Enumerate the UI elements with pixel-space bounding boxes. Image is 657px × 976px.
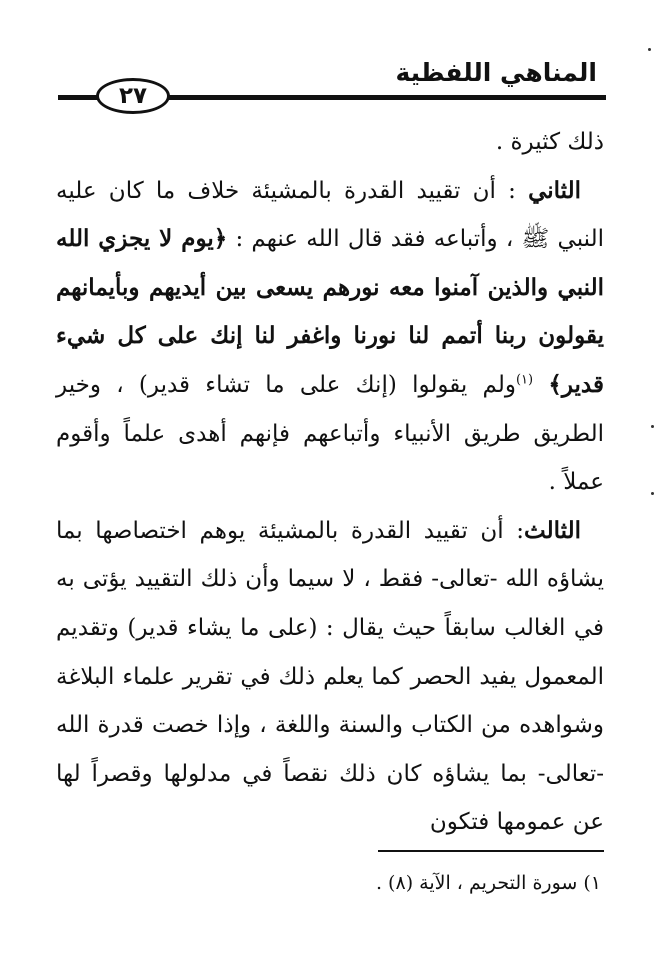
paragraph-2 (56, 167, 604, 507)
quran-verse: ﴿يوم لا يجزي الله النبي والذين آمنوا معه نورهم يسعى بين أيديهم وبأيمانهم يقولون ربنا أتمم لنا نورنا واغفر لنا إنك على كل شيء قدير﴾ (56, 225, 604, 398)
footnote-marker: (١) (515, 372, 534, 388)
page-number: ٢٧ (96, 78, 170, 114)
paragraph-1 (56, 118, 604, 167)
point-third-heading: الثالث (524, 516, 581, 544)
paragraph-2-tail: ولم يقولوا (إنك على ما تشاء قدير) ، وخير الطريق طريق الأنبياء وأتباعهم فإنهم أهدى علماً وأقوم عملاً . (56, 371, 604, 496)
running-title: المناهي اللفظية (395, 58, 597, 87)
scan-speck (651, 492, 654, 495)
point-second-heading: الثاني (528, 176, 581, 204)
paragraph-2-text: : أن تقييد القدرة بالمشيئة خلاف ما كان عليه النبي ﷺ ، وأتباعه فقد قال الله عنهم : (56, 177, 604, 253)
footnote: ١) سورة التحريم ، الآية (٨) . (375, 872, 601, 894)
body-text (56, 118, 604, 847)
paragraph-3-text: : أن تقييد القدرة بالمشيئة يوهم اختصاصها بما يشاؤه الله -تعالى- فقط ، لا سيما وأن ذلك التقييد يؤتى به في الغالب سابقاً حيث يقال : (على ما يشاء قدير) وتقديم المعمول يفيد الحصر كما يعلم ذلك في تقرير علماء البلاغة وشواهده من الكتاب والسنة واللغة ، وإذا خصت قدرة الله -تعالى- بما يشاؤه كان ذلك نقصاً في مدلولها وقصراً لها عن عمومها فتكون (56, 517, 604, 836)
paragraph-1-text: ذلك كثيرة . (495, 129, 604, 155)
scan-speck (648, 48, 651, 51)
footnote-rule (378, 850, 604, 852)
scan-speck (651, 425, 654, 428)
paragraph-3 (56, 507, 604, 847)
